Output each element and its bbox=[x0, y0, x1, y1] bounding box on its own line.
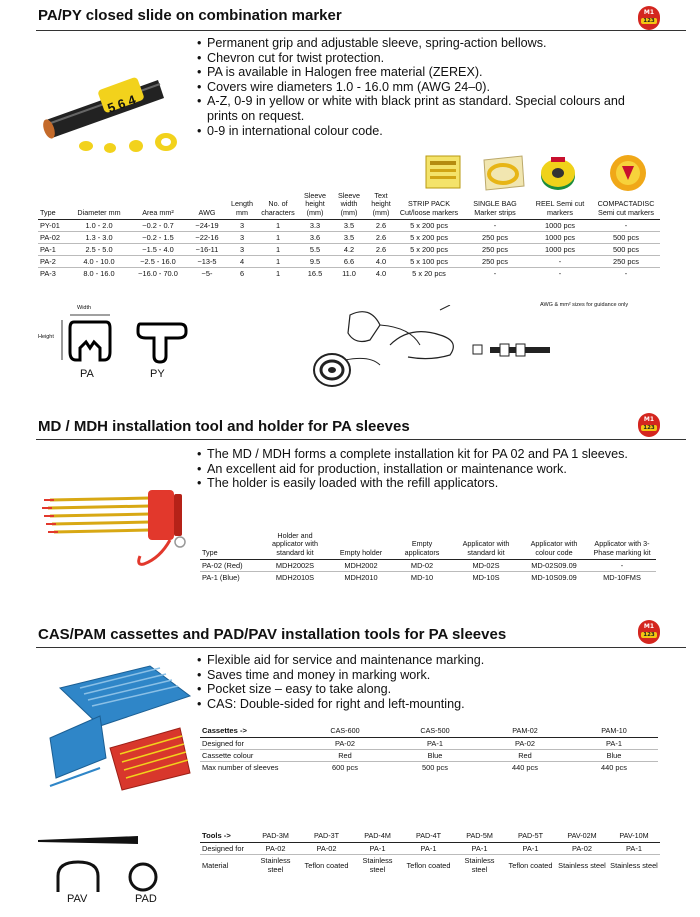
table-cell: 5 x 200 pcs bbox=[396, 232, 462, 244]
table-cell: 5 x 200 pcs bbox=[396, 244, 462, 256]
section3-rule bbox=[36, 647, 686, 648]
table-cell: ~1.5 - 4.0 bbox=[128, 244, 188, 256]
table-cell: 6 bbox=[226, 268, 258, 280]
table-cell: 11.0 bbox=[332, 268, 366, 280]
table-cell: MDH2010 bbox=[330, 572, 392, 584]
md-holder-illustration bbox=[40, 480, 195, 570]
column-header: PAV-10M bbox=[608, 832, 660, 843]
table-cell: Cassette colour bbox=[200, 750, 300, 762]
table-cell: - bbox=[592, 220, 660, 232]
table-cell: 3.3 bbox=[298, 220, 332, 232]
table-cell: 4.0 bbox=[366, 256, 396, 268]
feature-item: • PA is available in Halogen free material (ZEREX). bbox=[197, 65, 657, 80]
column-header: Cassettes -> bbox=[200, 727, 300, 738]
table-cell: Stainless steel bbox=[454, 855, 505, 876]
table-cell: Red bbox=[300, 750, 390, 762]
table-cell: Designed for bbox=[200, 843, 250, 855]
table-cell: MD-02S09.09 bbox=[520, 560, 588, 572]
column-header: PAV-02M bbox=[556, 832, 608, 843]
pav-label: PAV bbox=[67, 893, 88, 905]
column-header: PAM-10 bbox=[570, 727, 658, 738]
table-cell: MDH2002S bbox=[260, 560, 330, 572]
feature-item: • An excellent aid for production, installation or maintenance work. bbox=[197, 462, 667, 477]
table-row bbox=[200, 843, 660, 855]
table-cell: MD-10FMS bbox=[588, 572, 656, 584]
table-cell: PA-1 bbox=[352, 843, 403, 855]
table-cell: ~16.0 - 70.0 bbox=[128, 268, 188, 280]
table-cell: Teflon coated bbox=[505, 855, 556, 876]
feature-item: • Permanent grip and adjustable sleeve, spring-action bellows. bbox=[197, 36, 657, 51]
pad-label: PAD bbox=[135, 893, 157, 905]
feature-item: • The holder is easily loaded with the refill applicators. bbox=[197, 476, 667, 491]
table-cell: 3.5 bbox=[332, 220, 366, 232]
table-cell: PA-1 bbox=[454, 843, 505, 855]
table-cell: PA-02 bbox=[300, 738, 390, 750]
table-row bbox=[200, 572, 656, 584]
table-cell: 2.6 bbox=[366, 244, 396, 256]
table-cell: ~2.5 - 16.0 bbox=[128, 256, 188, 268]
table-row bbox=[38, 232, 660, 244]
section2-title: MD / MDH installation tool and holder for PA sleeves bbox=[38, 418, 410, 435]
pa-py-profile-diagram bbox=[60, 312, 200, 368]
table-cell: Stainless steel bbox=[608, 855, 660, 876]
section1-features bbox=[197, 36, 657, 138]
column-header: CAS-600 bbox=[300, 727, 390, 738]
table-cell: MDH2010S bbox=[260, 572, 330, 584]
cassettes-illustration bbox=[40, 658, 195, 798]
table-cell: ~0.2 - 0.7 bbox=[128, 220, 188, 232]
table-cell: MD-10S09.09 bbox=[520, 572, 588, 584]
feature-item: • The MD / MDH forms a complete installation kit for PA 02 and PA 1 sleeves. bbox=[197, 447, 667, 462]
table-cell: Designed for bbox=[200, 738, 300, 750]
table-footnote: AWG & mm² sizes for guidance only bbox=[540, 302, 629, 308]
section1-rule bbox=[36, 30, 686, 31]
table-cell: 1000 pcs bbox=[528, 220, 592, 232]
table-cell: - bbox=[462, 268, 528, 280]
table-cell: ~16-11 bbox=[188, 244, 226, 256]
table-cell: - bbox=[462, 220, 528, 232]
m1-badge-icon: M1 123 bbox=[638, 6, 660, 30]
table-cell: Stainless steel bbox=[556, 855, 608, 876]
table-cell: PA-02 bbox=[250, 843, 301, 855]
table-cell: PA-2 bbox=[38, 256, 70, 268]
py-label: PY bbox=[150, 368, 165, 380]
table-cell: 1 bbox=[258, 220, 298, 232]
column-header: CAS-500 bbox=[390, 727, 480, 738]
column-header: COMPACTADISC Semi cut markers bbox=[592, 192, 660, 220]
feature-item: • Chevron cut for twist protection. bbox=[197, 51, 657, 66]
feature-item: • Flexible aid for service and maintenance marking. bbox=[197, 653, 657, 668]
table-cell: PA-02 bbox=[480, 738, 570, 750]
table-cell: 250 pcs bbox=[592, 256, 660, 268]
strip-pack-image bbox=[418, 152, 468, 192]
table-cell: PA-1 bbox=[38, 244, 70, 256]
table-cell: 4.0 - 10.0 bbox=[70, 256, 128, 268]
table-cell: PY-01 bbox=[38, 220, 70, 232]
column-header: Diameter mm bbox=[70, 192, 128, 220]
table-cell: 2.5 - 5.0 bbox=[70, 244, 128, 256]
column-header: Sleeve height (mm) bbox=[298, 192, 332, 220]
table-row bbox=[38, 244, 660, 256]
feature-item: • 0-9 in international colour code. bbox=[197, 124, 657, 139]
section1-spec-table bbox=[38, 192, 660, 279]
table-cell: 5.5 bbox=[298, 244, 332, 256]
table-cell: 3 bbox=[226, 220, 258, 232]
column-header: PAD-3M bbox=[250, 832, 301, 843]
table-cell: 8.0 - 16.0 bbox=[70, 268, 128, 280]
table-cell: Teflon coated bbox=[301, 855, 352, 876]
table-cell: 4 bbox=[226, 256, 258, 268]
column-header: Empty holder bbox=[330, 532, 392, 560]
column-header: Tools -> bbox=[200, 832, 250, 843]
table-cell: 5 x 200 pcs bbox=[396, 220, 462, 232]
reel-image bbox=[538, 152, 578, 194]
pav-pad-tools-illustration bbox=[38, 832, 158, 902]
table-cell: 600 pcs bbox=[300, 762, 390, 774]
section2-kit-table bbox=[200, 532, 656, 583]
column-header: SINGLE BAG Marker strips bbox=[462, 192, 528, 220]
table-cell: PA-02 bbox=[301, 843, 352, 855]
table-cell: MDH2002 bbox=[330, 560, 392, 572]
section3-title: CAS/PAM cassettes and PAD/PAV installation tools for PA sleeves bbox=[38, 626, 507, 643]
hand-application-sketch bbox=[310, 305, 470, 395]
column-header: Area mm² bbox=[128, 192, 188, 220]
column-header: Type bbox=[200, 532, 260, 560]
table-cell: MD-10 bbox=[392, 572, 452, 584]
feature-item: • CAS: Double-sided for right and left-mounting. bbox=[197, 697, 657, 712]
table-cell: - bbox=[592, 268, 660, 280]
table-cell: 3.6 bbox=[298, 232, 332, 244]
table-cell: PA-1 bbox=[570, 738, 658, 750]
table-cell: 500 pcs bbox=[390, 762, 480, 774]
section3-features bbox=[197, 653, 657, 711]
single-bag-image bbox=[478, 152, 528, 192]
table-cell: PA-1 bbox=[403, 843, 454, 855]
table-cell: 1000 pcs bbox=[528, 232, 592, 244]
column-header: PAD-4M bbox=[352, 832, 403, 843]
table-cell: 1.3 - 3.0 bbox=[70, 232, 128, 244]
column-header: No. of characters bbox=[258, 192, 298, 220]
table-row bbox=[200, 738, 658, 750]
table-row bbox=[38, 256, 660, 268]
table-cell: 3 bbox=[226, 244, 258, 256]
table-cell: Blue bbox=[390, 750, 480, 762]
table-cell: MD-10S bbox=[452, 572, 520, 584]
table-cell: 250 pcs bbox=[462, 232, 528, 244]
feature-item: • Pocket size – easy to take along. bbox=[197, 682, 657, 697]
column-header: Empty applicators bbox=[392, 532, 452, 560]
column-header: PAD-5T bbox=[505, 832, 556, 843]
compactadisc-image bbox=[608, 152, 648, 194]
table-cell: - bbox=[588, 560, 656, 572]
table-row bbox=[200, 762, 658, 774]
table-row bbox=[200, 560, 656, 572]
table-cell: 5 x 100 pcs bbox=[396, 256, 462, 268]
table-cell: - bbox=[528, 256, 592, 268]
table-cell: - bbox=[528, 268, 592, 280]
table-cell: 440 pcs bbox=[570, 762, 658, 774]
table-cell: 9.5 bbox=[298, 256, 332, 268]
table-cell: Teflon coated bbox=[403, 855, 454, 876]
width-label: Width bbox=[77, 305, 92, 311]
table-cell: ~13-5 bbox=[188, 256, 226, 268]
column-header: Applicator with 3-Phase marking kit bbox=[588, 532, 656, 560]
column-header: PAM-02 bbox=[480, 727, 570, 738]
feature-item: • Saves time and money in marking work. bbox=[197, 668, 657, 683]
table-cell: MD-02S bbox=[452, 560, 520, 572]
table-cell: 1 bbox=[258, 244, 298, 256]
table-cell: ~22-16 bbox=[188, 232, 226, 244]
table-cell: PA-1 bbox=[608, 843, 660, 855]
table-cell: 500 pcs bbox=[592, 244, 660, 256]
table-row bbox=[200, 855, 660, 876]
table-cell: 16.5 bbox=[298, 268, 332, 280]
table-cell: PA-02 bbox=[38, 232, 70, 244]
table-cell: ~5- bbox=[188, 268, 226, 280]
table-cell: Red bbox=[480, 750, 570, 762]
feature-item: • A-Z, 0-9 in yellow or white with black print as standard. Special colours and prints on request. bbox=[197, 94, 657, 123]
table-cell: PA-1 (Blue) bbox=[200, 572, 260, 584]
table-cell: Blue bbox=[570, 750, 658, 762]
column-header: Sleeve width (mm) bbox=[332, 192, 366, 220]
table-cell: 4.2 bbox=[332, 244, 366, 256]
feature-item: • Covers wire diameters 1.0 - 16.0 mm (AWG 24–0). bbox=[197, 80, 657, 95]
column-header: Applicator with standard kit bbox=[452, 532, 520, 560]
table-row bbox=[38, 220, 660, 232]
table-cell: 3.5 bbox=[332, 232, 366, 244]
table-cell: Stainless steel bbox=[352, 855, 403, 876]
table-cell: MD-02 bbox=[392, 560, 452, 572]
column-header: Holder and applicator with standard kit bbox=[260, 532, 330, 560]
m1-badge-icon: M1 123 bbox=[638, 620, 660, 644]
table-cell: ~24-19 bbox=[188, 220, 226, 232]
table-cell: 500 pcs bbox=[592, 232, 660, 244]
table-cell: 6.6 bbox=[332, 256, 366, 268]
table-cell: 3 bbox=[226, 232, 258, 244]
column-header: PAD-4T bbox=[403, 832, 454, 843]
table-cell: 250 pcs bbox=[462, 256, 528, 268]
table-row bbox=[38, 268, 660, 280]
height-label: Height bbox=[38, 334, 54, 340]
table-cell: 2.6 bbox=[366, 232, 396, 244]
table-cell: 1.0 - 2.0 bbox=[70, 220, 128, 232]
table-cell: 1 bbox=[258, 268, 298, 280]
table-cell: Material bbox=[200, 855, 250, 876]
table-cell: 250 pcs bbox=[462, 244, 528, 256]
section1-title: PA/PY closed slide on combination marker bbox=[38, 7, 342, 24]
column-header: STRIP PACK Cut/loose markers bbox=[396, 192, 462, 220]
cable-marker-illustration bbox=[38, 50, 188, 160]
cable-with-markers-icon bbox=[472, 340, 552, 360]
column-header: PAD-3T bbox=[301, 832, 352, 843]
table-cell: 2.6 bbox=[366, 220, 396, 232]
table-cell: 1000 pcs bbox=[528, 244, 592, 256]
column-header: Type bbox=[38, 192, 70, 220]
column-header: Text height (mm) bbox=[366, 192, 396, 220]
pa-label: PA bbox=[80, 368, 94, 380]
table-cell: 1 bbox=[258, 232, 298, 244]
column-header: Length mm bbox=[226, 192, 258, 220]
table-cell: ~0.2 - 1.5 bbox=[128, 232, 188, 244]
table-cell: PA-02 bbox=[556, 843, 608, 855]
cassettes-table bbox=[200, 727, 658, 773]
column-header: AWG bbox=[188, 192, 226, 220]
table-cell: 4.0 bbox=[366, 268, 396, 280]
table-row bbox=[200, 750, 658, 762]
table-cell: 1 bbox=[258, 256, 298, 268]
table-cell: Max number of sleeves bbox=[200, 762, 300, 774]
table-cell: 5 x 20 pcs bbox=[396, 268, 462, 280]
column-header: REEL Semi cut markers bbox=[528, 192, 592, 220]
table-cell: PA-02 (Red) bbox=[200, 560, 260, 572]
section2-rule bbox=[36, 439, 686, 440]
m1-badge-icon: M1 123 bbox=[638, 413, 660, 437]
marker-print: 5 6 4 bbox=[105, 91, 138, 116]
table-cell: PA-3 bbox=[38, 268, 70, 280]
table-cell: PA-1 bbox=[390, 738, 480, 750]
section2-features bbox=[197, 447, 667, 491]
table-cell: 440 pcs bbox=[480, 762, 570, 774]
table-cell: Stainless steel bbox=[250, 855, 301, 876]
column-header: PAD-5M bbox=[454, 832, 505, 843]
column-header: Applicator with colour code bbox=[520, 532, 588, 560]
table-cell: PA-1 bbox=[505, 843, 556, 855]
tools-table bbox=[200, 832, 660, 875]
